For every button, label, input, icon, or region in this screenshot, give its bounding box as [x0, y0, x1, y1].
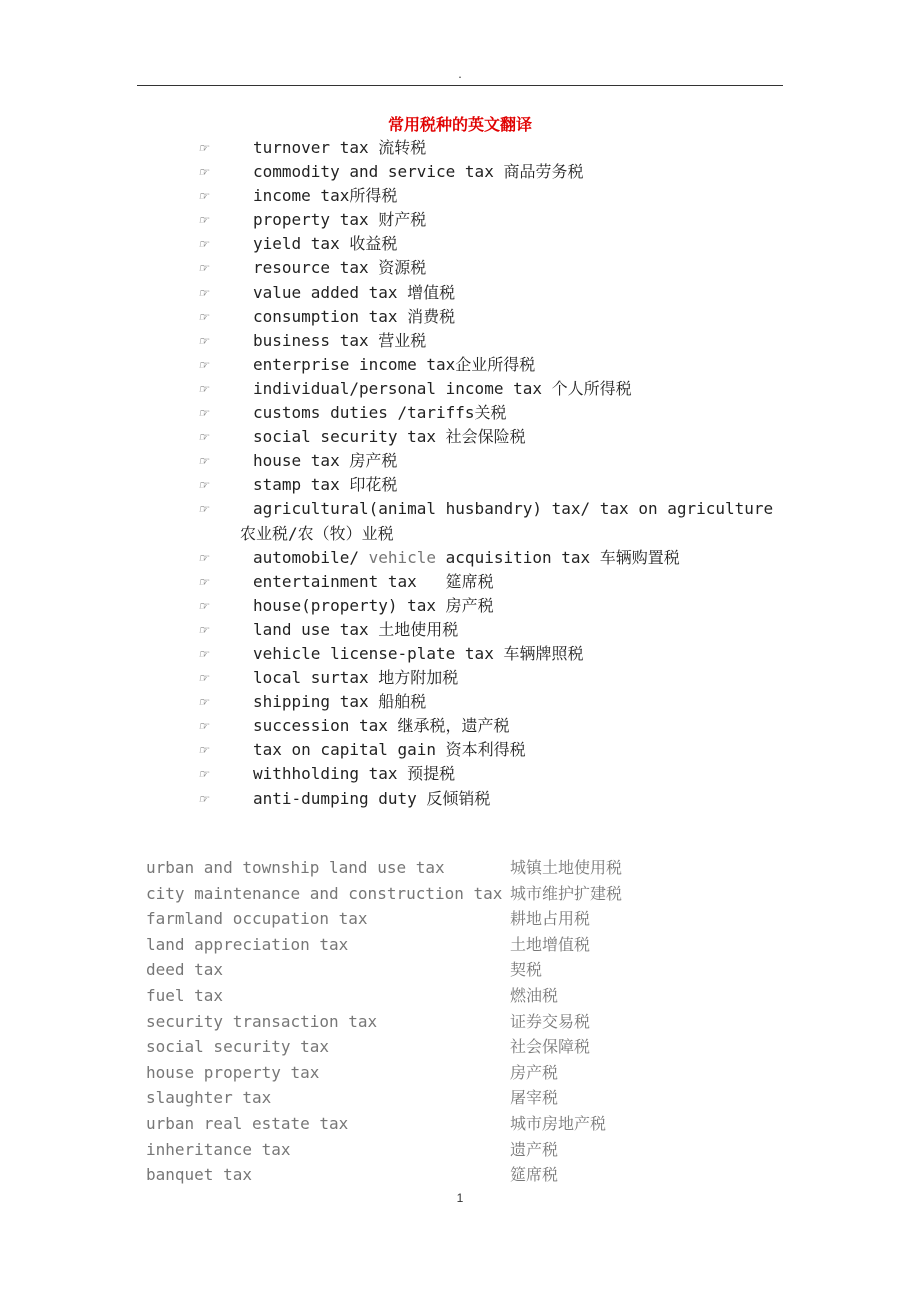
page-title: 常用税种的英文翻译: [387, 115, 532, 134]
list-item: [0, 353, 920, 377]
pointing-hand-icon: ☞: [198, 141, 207, 155]
table-row: [146, 881, 786, 907]
tax-term-table: [146, 855, 786, 1188]
pointing-hand-icon: ☞: [198, 213, 207, 228]
table-row: [146, 1137, 786, 1163]
list-item-text: land use tax 土地使用税: [253, 619, 459, 639]
pointing-hand-icon: ☞: [198, 285, 207, 300]
list-item-text: customs duties /tariffs关税: [253, 403, 507, 423]
table-row: [146, 1111, 786, 1137]
pointing-hand-icon: ☞: [198, 261, 207, 276]
table-cell-english: city maintenance and construction tax: [146, 883, 503, 903]
table-cell-english: land appreciation tax: [146, 934, 349, 954]
list-item: [0, 256, 920, 280]
table-row: [146, 1034, 786, 1060]
pointing-hand-icon: ☞: [198, 478, 207, 493]
pointing-hand-icon: ☞: [198, 743, 207, 758]
pointing-hand-icon: ☞: [198, 357, 207, 372]
pointing-hand-icon: ☞: [198, 695, 207, 710]
pointing-hand-icon: ☞: [198, 598, 207, 613]
table-cell-chinese: 证券交易税: [510, 1011, 591, 1031]
list-item-text: vehicle license-plate tax 车辆牌照税: [253, 643, 584, 663]
table-row: [146, 1060, 786, 1086]
list-item: [0, 305, 920, 329]
pointing-hand-icon: ☞: [198, 189, 207, 204]
list-item: [0, 497, 920, 545]
list-item-text: social security tax 社会保险税: [253, 427, 526, 447]
list-item-text: resource tax 资源税: [253, 258, 427, 278]
pointing-hand-icon: ☞: [198, 671, 207, 686]
table-cell-english: banquet tax: [146, 1165, 252, 1185]
table-cell-chinese: 筵席税: [510, 1165, 559, 1185]
pointing-hand-icon: ☞: [198, 791, 207, 806]
list-item: [0, 473, 920, 497]
pointing-hand-icon: ☞: [198, 502, 207, 517]
header-rule: [137, 85, 783, 86]
list-item: [0, 401, 920, 425]
list-item: [0, 714, 920, 738]
list-item-text: business tax 营业税: [253, 330, 427, 350]
pointing-hand-icon: ☞: [198, 574, 207, 589]
list-item-text: shipping tax 船舶税: [253, 692, 427, 712]
list-item-text: individual/personal income tax 个人所得税: [253, 378, 632, 398]
list-item: [0, 762, 920, 786]
list-item: [0, 570, 920, 594]
table-cell-english: fuel tax: [146, 985, 224, 1005]
table-row: [146, 1085, 786, 1111]
table-row: [146, 932, 786, 958]
list-item-text: local surtax 地方附加税: [253, 668, 459, 688]
list-item-text: value added tax 增值税: [253, 282, 456, 302]
list-item: [0, 425, 920, 449]
list-item-text: anti-dumping duty 反倾销税: [253, 788, 491, 808]
list-item: [0, 738, 920, 762]
list-item: [0, 208, 920, 232]
list-item-text: turnover tax 流转税: [253, 138, 427, 157]
table-cell-chinese: 遗产税: [510, 1139, 559, 1159]
table-cell-english: security transaction tax: [146, 1011, 378, 1031]
tax-term-list: [0, 136, 920, 811]
table-row: [146, 1162, 786, 1188]
table-row: [146, 855, 786, 881]
list-item-text-highlight: vehicle: [368, 547, 437, 567]
table-cell-english: urban and township land use tax: [146, 858, 445, 877]
table-cell-chinese: 耕地占用税: [510, 909, 591, 929]
table-row: [146, 1009, 786, 1035]
table-cell-chinese: 契税: [510, 960, 543, 980]
table-row: [146, 906, 786, 932]
table-cell-english: house property tax: [146, 1062, 320, 1082]
table-cell-chinese: 房产税: [510, 1062, 559, 1082]
list-item: [0, 329, 920, 353]
list-item: [0, 160, 920, 184]
list-item-text: income tax所得税: [253, 186, 398, 206]
list-item: [0, 546, 920, 570]
list-item-text: succession tax 继承税，遗产税: [253, 716, 510, 736]
list-item-text: enterprise income tax企业所得税: [253, 354, 536, 374]
list-item-text: [240, 546, 785, 570]
pointing-hand-icon: ☞: [198, 550, 207, 565]
list-item: [0, 281, 920, 305]
table-cell-chinese: 燃油税: [510, 985, 559, 1005]
list-item-text: commodity and service tax 商品劳务税: [253, 162, 584, 182]
table-cell-english: deed tax: [146, 960, 224, 980]
list-item-text: stamp tax 印花税: [253, 475, 398, 495]
pointing-hand-icon: ☞: [198, 767, 207, 782]
list-item-text: property tax 财产税: [253, 210, 427, 230]
list-item-text-part: automobile/: [253, 547, 369, 567]
pointing-hand-icon: ☞: [198, 622, 207, 637]
list-item: [0, 666, 920, 690]
table-row: [146, 957, 786, 983]
pointing-hand-icon: ☞: [198, 454, 207, 469]
list-item-text: tax on capital gain 资本利得税: [253, 740, 526, 760]
list-item-text: agricultural(animal husbandry) tax/ tax on agriculture 农业税/农（牧）业税: [240, 499, 774, 543]
pointing-hand-icon: ☞: [198, 430, 207, 445]
pointing-hand-icon: ☞: [198, 165, 207, 180]
list-item-text: house(property) tax 房产税: [253, 595, 494, 615]
list-item: [0, 377, 920, 401]
pointing-hand-icon: ☞: [198, 237, 207, 252]
table-cell-chinese: 城市维护扩建税: [510, 883, 623, 903]
table-cell-english: social security tax: [146, 1037, 330, 1057]
pointing-hand-icon: ☞: [198, 381, 207, 396]
table-cell-chinese: 城市房地产税: [510, 1113, 607, 1133]
table-cell-english: inheritance tax: [146, 1139, 291, 1159]
pointing-hand-icon: ☞: [198, 719, 207, 734]
pointing-hand-icon: ☞: [198, 309, 207, 324]
table-cell-english: urban real estate tax: [146, 1113, 349, 1133]
table-cell-chinese: 土地增值税: [510, 934, 591, 954]
table-row: [146, 983, 786, 1009]
table-cell-english: slaughter tax: [146, 1088, 272, 1108]
page-number: 1: [456, 1191, 464, 1205]
list-item: [0, 449, 920, 473]
table-cell-english: farmland occupation tax: [146, 909, 368, 929]
list-item: [0, 594, 920, 618]
list-item-text: withholding tax 预提税: [253, 764, 456, 784]
list-item: [0, 232, 920, 256]
table-cell-chinese: 社会保障税: [510, 1037, 591, 1057]
list-item: [0, 787, 920, 811]
list-item-text: yield tax 收益税: [253, 234, 398, 254]
pointing-hand-icon: ☞: [198, 646, 207, 661]
list-item-text: consumption tax 消费税: [253, 306, 456, 326]
list-item: [0, 690, 920, 714]
pointing-hand-icon: ☞: [198, 406, 207, 421]
list-item-text: house tax 房产税: [253, 451, 398, 471]
header-mark: .: [458, 66, 462, 81]
table-cell-chinese: 城镇土地使用税: [510, 858, 623, 877]
list-item: [0, 184, 920, 208]
list-item: [0, 618, 920, 642]
table-cell-chinese: 屠宰税: [510, 1088, 559, 1108]
list-item-text: entertainment tax 筵席税: [253, 571, 494, 591]
list-item: [0, 642, 920, 666]
list-item-text-part: acquisition tax 车辆购置税: [436, 547, 680, 567]
list-item: [0, 136, 920, 160]
pointing-hand-icon: ☞: [198, 333, 207, 348]
